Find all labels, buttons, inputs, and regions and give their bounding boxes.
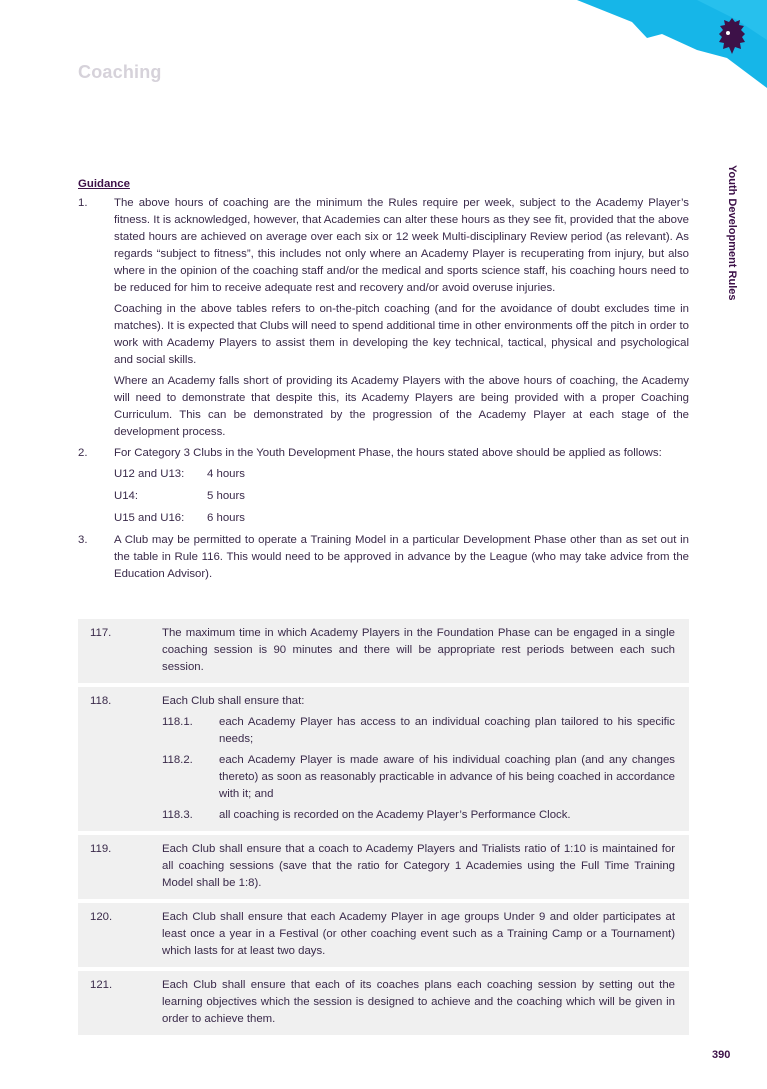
rules-list <box>78 619 689 1039</box>
page-number: 390 <box>712 1049 731 1061</box>
rule-118 <box>78 687 689 831</box>
sub-rule-118-3 <box>162 807 675 824</box>
hours-row <box>114 510 689 527</box>
rule-text: Each Club shall ensure that each of its coaches plans each coaching session by setting out the learning objectives which the session is designed to achieve and the coaching which will be given in order to achieve them. <box>162 979 675 1025</box>
guidance-item-2 <box>78 445 689 532</box>
item-number: 1. <box>78 197 88 209</box>
sub-rule-text: each Academy Player is made aware of his individual coaching plan (and any changes thereto) as soon as reasonably practicable in advance of his being coached in accordance with it; and <box>219 754 675 800</box>
hours-value: 4 hours <box>207 468 245 480</box>
sub-rule-118-2 <box>162 752 675 803</box>
side-label <box>720 165 740 340</box>
premier-league-lion-icon <box>716 16 748 56</box>
sub-rule-text: each Academy Player has access to an individual coaching plan tailored to his specific needs; <box>219 716 675 745</box>
item-number: 3. <box>78 534 88 546</box>
rule-number: 120. <box>90 911 113 923</box>
rule-number: 121. <box>90 979 113 991</box>
rule-121 <box>78 971 689 1035</box>
sub-rule-number: 118.1. <box>162 716 193 728</box>
section-title: Coaching <box>78 62 162 82</box>
hours-age: U14: <box>114 490 139 502</box>
hours-row <box>114 466 689 483</box>
rule-number: 118. <box>90 695 112 707</box>
hours-value: 6 hours <box>207 512 245 524</box>
hours-row <box>114 488 689 505</box>
rule-120 <box>78 903 689 967</box>
hours-age: U15 and U16: <box>114 512 185 524</box>
rule-text: Each Club shall ensure that a coach to Academy Players and Trialists ratio of 1:10 is maintained for all coaching sessions (save that the ratio for Category 1 Academies using the Full Time Training Model shall be 1:8). <box>162 843 675 889</box>
rule-119 <box>78 835 689 899</box>
hours-value: 5 hours <box>207 490 245 502</box>
guidance-paragraph: The above hours of coaching are the minimum the Rules require per week, subject to the Academy Player’s fitness. It is acknowledged, however, that Academies can alter these hours as they see fit, provided that the above stated hours are achieved on average over each six or 12 week Multi-disciplinary Review period (as relevant). As regards “subject to fitness”, this includes not only where an Academy Player is recuperating from injury, but also where in the opinion of the coaching staff and/or the medical and sports science staff, his coaching hours need to be reduced for him to receive adequate rest and recovery and/or avoid overuse injuries. <box>114 197 689 294</box>
sub-rule-number: 118.3. <box>162 809 193 821</box>
rule-number: 117. <box>90 627 112 639</box>
guidance-item-1 <box>78 195 689 445</box>
guidance-paragraph: A Club may be permitted to operate a Training Model in a particular Development Phase other than as set out in the table in Rule 116. This would need to be approved in advance by the League (who may take advice from the Education Advisor). <box>114 534 689 580</box>
rule-text: The maximum time in which Academy Players in the Foundation Phase can be engaged in a single coaching session is 90 minutes and there will be appropriate rest periods between each such session. <box>162 627 675 673</box>
sub-rule-number: 118.2. <box>162 754 193 766</box>
side-label-text: Youth Development Rules <box>726 165 738 301</box>
guidance-section <box>78 176 689 587</box>
rule-text: Each Club shall ensure that: <box>162 695 305 707</box>
guidance-heading: Guidance <box>78 178 130 190</box>
sub-rule-118-1 <box>162 714 675 748</box>
rule-text: Each Club shall ensure that each Academy Player in age groups Under 9 and older participates at least once a year in a Festival (or other coaching event such as a Training Camp or a Tournament) which lasts for at least two days. <box>162 911 675 957</box>
guidance-paragraph: For Category 3 Clubs in the Youth Development Phase, the hours stated above should be applied as follows: <box>114 447 662 459</box>
hours-age: U12 and U13: <box>114 468 185 480</box>
item-number: 2. <box>78 447 88 459</box>
guidance-paragraph: Coaching in the above tables refers to on-the-pitch coaching (and for the avoidance of doubt excludes time in matches). It is expected that Clubs will need to spend additional time in other environments off the pitch in order to work with Academy Players to assist them in developing the key technical, tactical, physical and psychological and social skills. <box>114 303 689 366</box>
rule-117 <box>78 619 689 683</box>
guidance-paragraph: Where an Academy falls short of providing its Academy Players with the above hours of coaching, the Academy will need to demonstrate that despite this, its Academy Players are being provided with a proper Coaching Curriculum. This can be demonstrated by the progression of the Academy Player at each stage of the development process. <box>114 375 689 438</box>
sub-rule-text: all coaching is recorded on the Academy Player’s Performance Clock. <box>219 809 571 821</box>
guidance-item-3 <box>78 532 689 587</box>
rule-number: 119. <box>90 843 112 855</box>
